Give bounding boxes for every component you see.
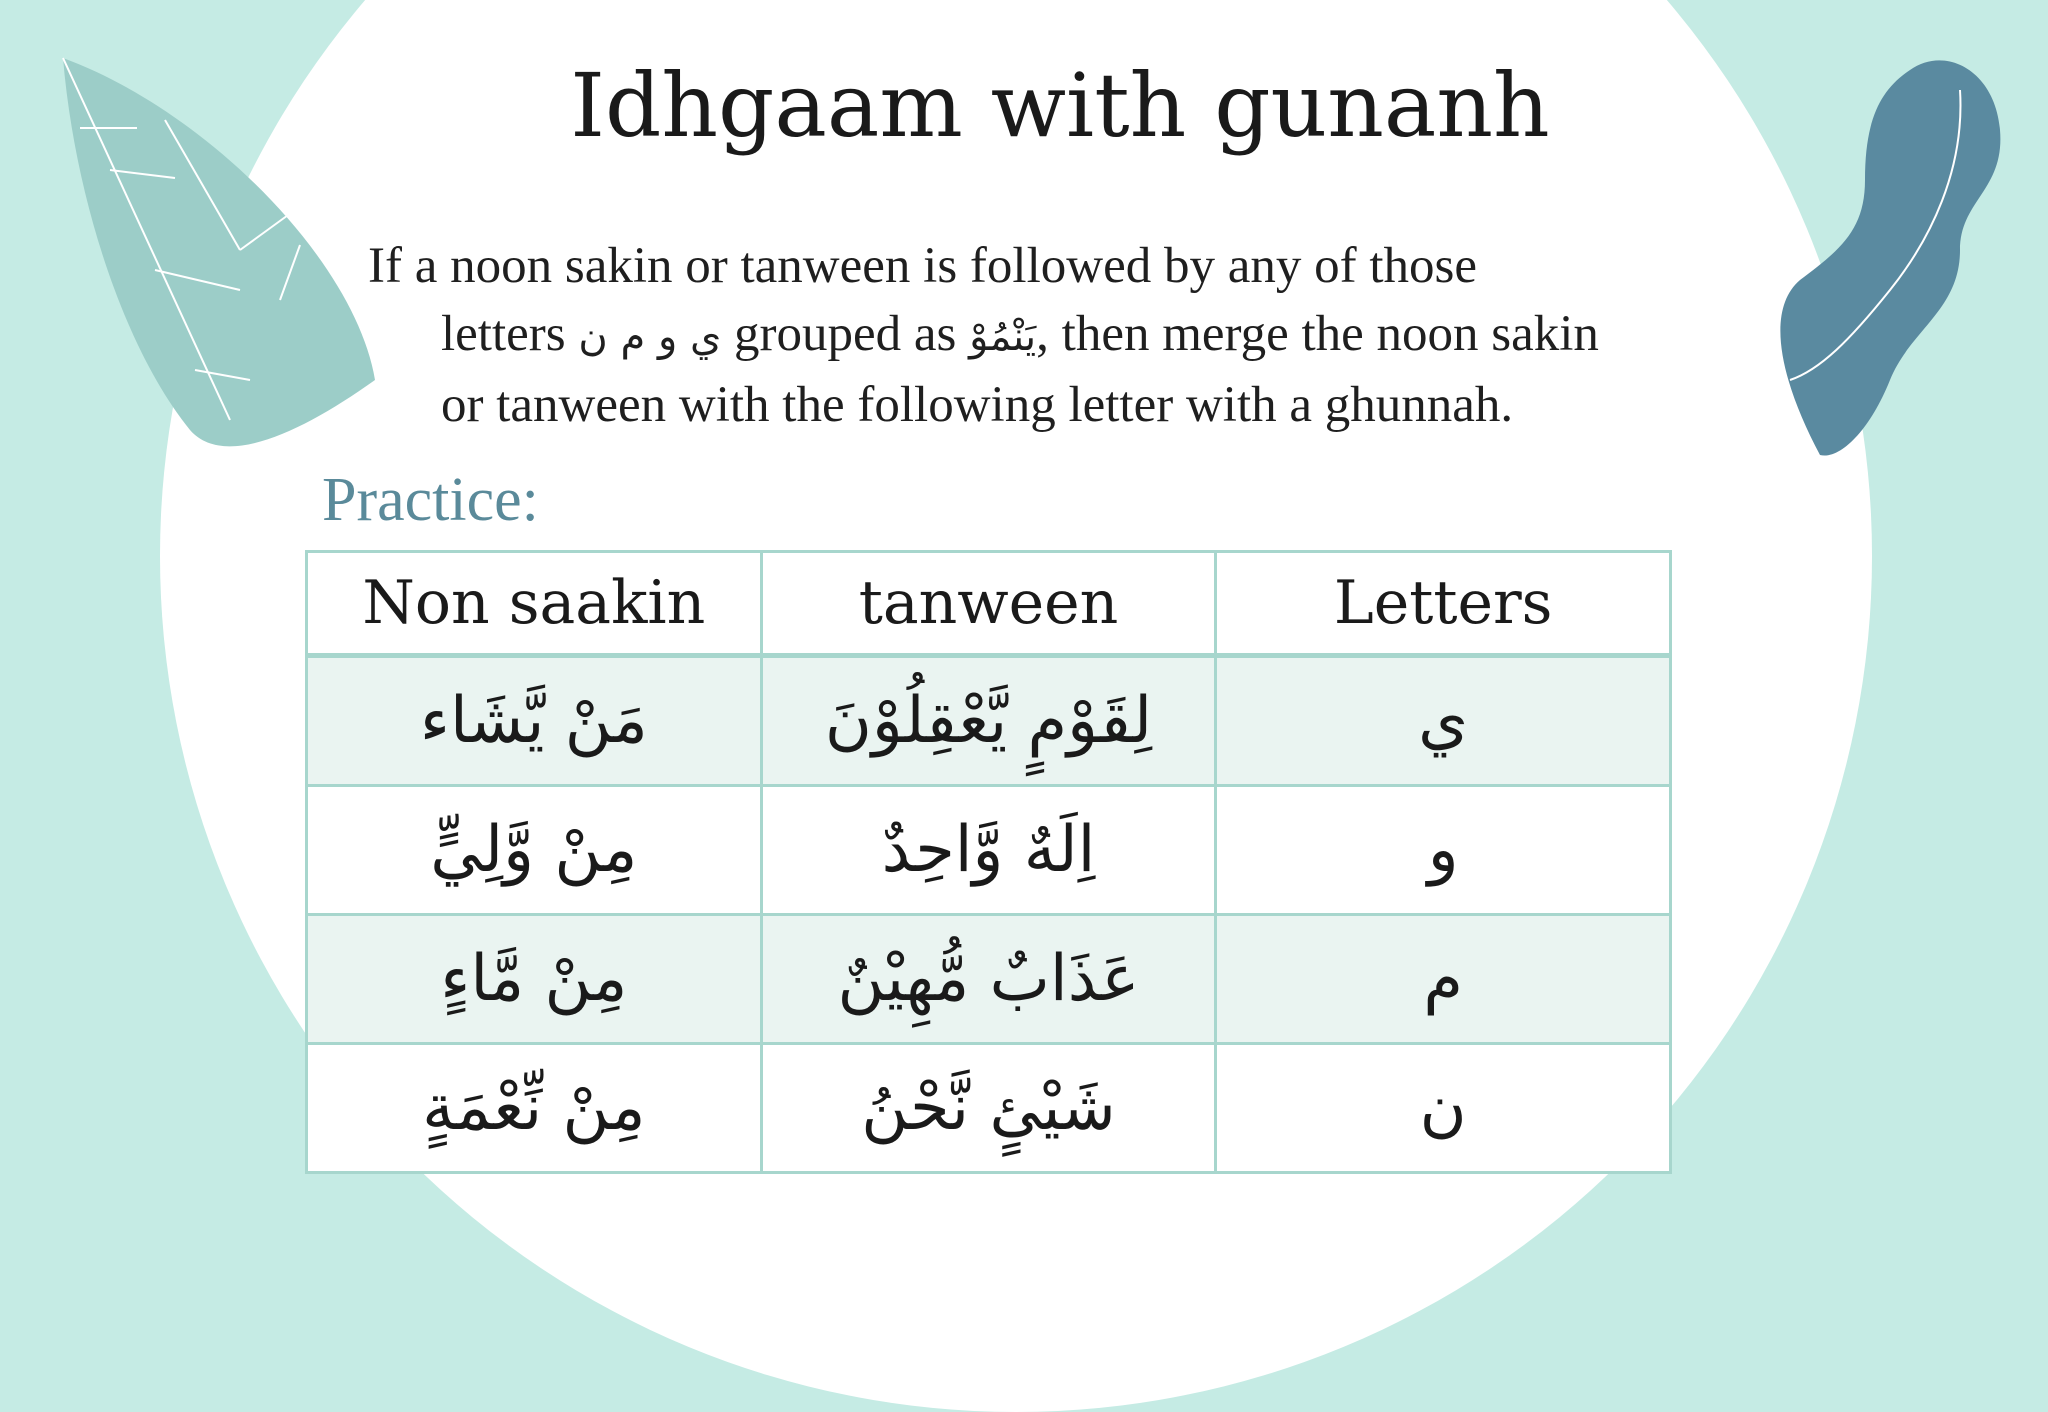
letter-cell (1216, 786, 1671, 915)
noon-example-text: مَنْ يَّشَاء (419, 684, 648, 758)
letter-text: ي (1418, 684, 1469, 758)
description-line-3: or tanween with the following letter with a ghunnah. (441, 377, 1514, 433)
noon-example-cell (307, 1044, 762, 1173)
rule-description (368, 232, 1748, 439)
header-letters: Letters (1216, 552, 1671, 656)
letter-cell (1216, 915, 1671, 1044)
table-header-row (307, 552, 1671, 656)
tanween-example-text: شَيْئٍ نَّحْنُ (861, 1071, 1116, 1145)
letters-list: ي و م ن (578, 314, 722, 360)
letter-cell (1216, 1044, 1671, 1173)
table-row (307, 786, 1671, 915)
description-line-2-prefix: letters (441, 306, 579, 362)
tanween-example-text: اِلَهٌ وَّاحِدٌ (881, 813, 1096, 887)
practice-heading: Practice: (322, 466, 539, 534)
header-tanween: tanween (761, 552, 1216, 656)
table-row (307, 656, 1671, 786)
letter-text: ن (1419, 1071, 1467, 1145)
tanween-example-cell (761, 786, 1216, 915)
description-line-1: If a noon sakin or tanween is followed by any of those (368, 238, 1477, 294)
description-line-2-mid: grouped as (721, 306, 970, 362)
description-line-2-suffix: , then merge the noon sakin (1036, 306, 1599, 362)
letters-group-word: يَنْمُوْ (969, 314, 1037, 360)
practice-table (305, 550, 1672, 1174)
tanween-example-cell (761, 915, 1216, 1044)
description-line-2 (368, 300, 1748, 371)
noon-example-text: مِنْ مَّاءٍ (440, 942, 628, 1016)
letter-text: و (1427, 813, 1459, 887)
tanween-example-text: عَذَابٌ مُّهِيْنٌ (837, 942, 1140, 1016)
tanween-example-cell (761, 656, 1216, 786)
noon-example-text: مِنْ وَّلِيٍّ (430, 813, 638, 887)
noon-example-cell (307, 786, 762, 915)
tanween-example-cell (761, 1044, 1216, 1173)
noon-example-cell (307, 656, 762, 786)
page-title: Idhgaam with gunanh (570, 54, 1550, 157)
letter-text: م (1423, 942, 1463, 1016)
letter-cell (1216, 656, 1671, 786)
table-row (307, 915, 1671, 1044)
table-row (307, 1044, 1671, 1173)
noon-example-cell (307, 915, 762, 1044)
noon-example-text: مِنْ نِّعْمَةٍ (422, 1071, 646, 1145)
tanween-example-text: لِقَوْمٍ يَّعْقِلُوْنَ (824, 684, 1153, 758)
header-noon-saakin: Non saakin (307, 552, 762, 656)
